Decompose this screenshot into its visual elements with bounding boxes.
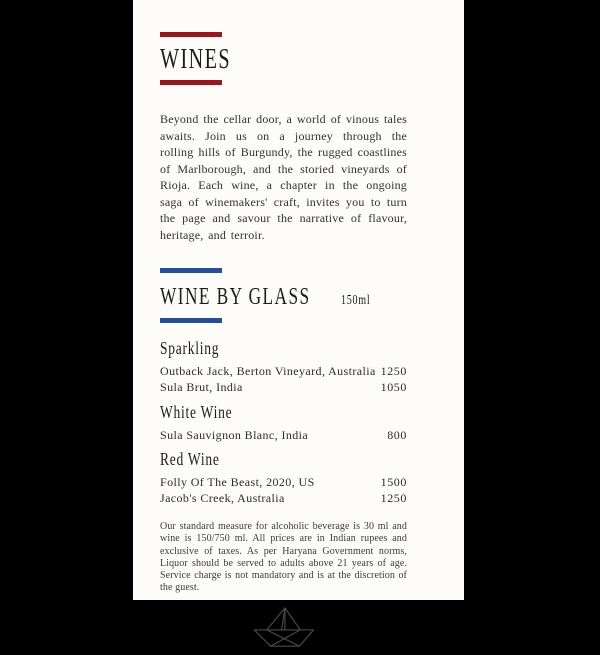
item-name: Sula Brut, India	[160, 380, 243, 394]
menu-item	[160, 427, 407, 443]
category-title: Red Wine	[160, 449, 220, 469]
category-title: Sparkling	[160, 338, 220, 358]
item-price: 1500	[380, 475, 407, 489]
footer-logo	[160, 606, 407, 655]
item-price: 1250	[380, 491, 407, 505]
item-price: 1050	[380, 380, 407, 394]
page-title	[160, 42, 407, 77]
menu-category-white-wine	[160, 400, 407, 443]
intro-paragraph: Beyond the cellar door, a world of vinous tales awaits. Join us on a journey through the rolling hills of Burgundy, the rugged coastlines of Marlborough, and the storied vineyards of Rioja. Each wine, a chapter in the ongoing saga of winemakers' craft, invites you to turn the page and savour the narrative of flavour, heritage, and terroir.	[160, 112, 407, 242]
category-items	[160, 474, 407, 506]
item-name: Outback Jack, Berton Vineyard, Australia	[160, 364, 376, 378]
menu-category-sparkling	[160, 336, 407, 395]
item-name: Jacob's Creek, Australia	[160, 491, 285, 505]
menu-category-red-wine	[160, 447, 407, 506]
menu-item	[160, 379, 407, 395]
category-items	[160, 363, 407, 395]
footer-disclaimer: Our standard measure for alcoholic beverage is 30 ml and wine is 150/750 ml. All prices are in Indian rupees and exclusive of taxes. As per Haryana Government norms, Liquor should be served to adults above 21 years of age. Service charge is not mandatory and is at the discretion of the guest.	[160, 521, 407, 594]
menu-item	[160, 490, 407, 506]
category-items	[160, 427, 407, 443]
item-name: Folly Of The Beast, 2020, US	[160, 475, 315, 489]
menu-item	[160, 363, 407, 379]
paper-boat-icon	[253, 606, 315, 650]
serving-size-label: 150ml	[341, 293, 371, 308]
menu-item	[160, 474, 407, 490]
item-price: 1250	[380, 364, 407, 378]
red-accent-bar-top	[160, 32, 222, 37]
wine-by-glass-title: WINE BY GLASS	[160, 284, 311, 310]
wine-by-glass-heading	[160, 277, 407, 317]
red-accent-bar-bottom	[160, 80, 222, 85]
wine-menu-page	[133, 0, 464, 600]
category-title: White Wine	[160, 402, 233, 422]
blue-accent-bar-top	[160, 268, 222, 273]
page-title-text: WINES	[160, 44, 232, 75]
item-name: Sula Sauvignon Blanc, India	[160, 428, 309, 442]
item-price: 800	[387, 428, 407, 442]
